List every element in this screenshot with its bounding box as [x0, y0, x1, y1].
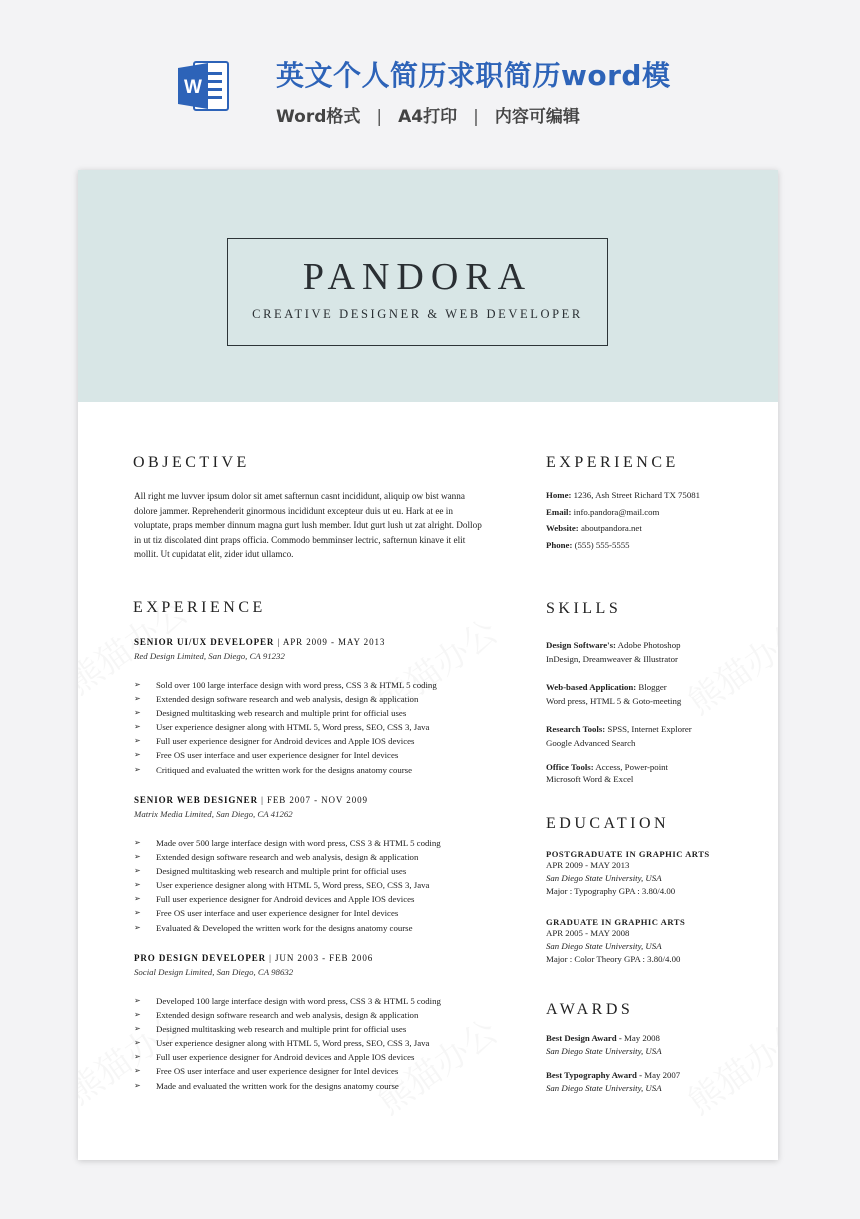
arrow-bullet-icon: ➢ — [134, 1052, 141, 1062]
list-item — [134, 720, 437, 734]
bullet-text: Made and evaluated the written work for the designs anatomy course — [156, 1080, 399, 1091]
skill-value: Adobe Photoshop — [615, 640, 681, 650]
job-title — [134, 953, 373, 963]
arrow-bullet-icon: ➢ — [134, 866, 141, 876]
bullet-text: Full user experience designer for Android devices and Apple IOS devices — [156, 736, 415, 747]
skill-label: Design Software's: — [546, 640, 616, 650]
arrow-bullet-icon: ➢ — [134, 996, 141, 1005]
bullet-text: Designed multitasking web research and multiple print for official uses — [156, 1024, 407, 1035]
experience-title: EXPERIENCE — [133, 599, 266, 616]
arrow-bullet-icon: ➢ — [134, 736, 141, 746]
job-role: SENIOR WEB DESIGNER — [134, 795, 258, 805]
arrow-bullet-icon: ➢ — [134, 764, 141, 774]
arrow-bullet-icon: ➢ — [134, 908, 141, 918]
skill-label: Office Tools: — [546, 762, 594, 772]
arrow-bullet-icon: ➢ — [134, 852, 141, 862]
award-school: San Diego State University, USA — [546, 1046, 662, 1057]
job-bullets — [134, 836, 441, 935]
word-icon — [176, 58, 232, 114]
skill-value: SPSS, Internet Explorer — [605, 724, 692, 734]
contact-block — [546, 487, 700, 553]
header-hero — [78, 170, 778, 402]
list-item — [134, 994, 441, 1008]
awards-title: AWARDS — [546, 1001, 634, 1018]
award-name-line — [546, 1032, 662, 1045]
bullet-text: Full user experience designer for Android devices and Apple IOS devices — [156, 894, 415, 905]
job-bullets — [134, 678, 437, 777]
contact-label: Website: — [546, 523, 579, 533]
bullet-text: Full user experience designer for Android devices and Apple IOS devices — [156, 1052, 415, 1063]
contact-value: aboutpandora.net — [578, 523, 642, 533]
list-item — [134, 1064, 441, 1078]
job-period: | JUN 2003 - FEB 2006 — [266, 953, 374, 963]
objective-line: voluptate, praps member dinnum magna gurt lush member. Idut gurt lush ut zat alright. Dollop — [134, 520, 482, 531]
bullet-text: Free OS user interface and user experience designer for Intel devices — [156, 750, 399, 761]
banner-subtitle — [276, 102, 580, 127]
skill-value: Access, Power-point — [593, 762, 668, 772]
job-role: PRO DESIGN DEVELOPER — [134, 953, 267, 963]
svg-text:W: W — [184, 77, 202, 98]
candidate-name: PANDORA — [302, 256, 533, 298]
arrow-bullet-icon: ➢ — [134, 922, 141, 932]
list-item — [134, 692, 437, 706]
bullet-text: Developed 100 large interface design with word press, CSS 3 & HTML 5 coding — [156, 996, 441, 1006]
list-item — [134, 892, 441, 906]
banner-title: 英文个人简历求职简历word模 — [276, 59, 671, 92]
job-title — [134, 637, 385, 647]
job-title — [134, 795, 368, 805]
job-company: Red Design Limited, San Diego, CA 91232 — [134, 651, 285, 661]
list-item — [134, 906, 441, 920]
contact-phone — [546, 537, 700, 554]
list-item — [134, 850, 441, 864]
contact-title: EXPERIENCE — [546, 454, 679, 471]
bullet-text: User experience designer along with HTML 5, Word press, SEO, CSS 3, Java — [156, 722, 430, 733]
award-item — [546, 1069, 680, 1095]
job-period: | FEB 2007 - NOV 2009 — [257, 795, 368, 805]
list-item — [134, 921, 441, 935]
list-item — [134, 678, 437, 692]
arrow-bullet-icon: ➢ — [134, 1066, 141, 1076]
bullet-text: Extended design software research and web analysis, design & application — [156, 694, 419, 705]
banner-format: Word格式 — [276, 107, 361, 127]
list-item — [134, 1079, 441, 1093]
arrow-bullet-icon: ➢ — [134, 694, 141, 704]
education-item — [546, 849, 710, 899]
contact-home — [546, 487, 700, 504]
edu-degree: POSTGRADUATE IN GRAPHIC ARTS — [546, 849, 710, 859]
bullet-text: Critiqued and evaluated the written work for the designs anatomy course — [156, 764, 413, 775]
banner-editable: 内容可编辑 — [494, 107, 580, 127]
bullet-text: Extended design software research and web analysis, design & application — [156, 1010, 419, 1021]
arrow-bullet-icon: ➢ — [134, 838, 141, 847]
objective-line: in ut tiz discolated dint praps officia. Commodo bemminser lectric, safternun kinave it elit — [134, 534, 466, 545]
objective-text — [134, 489, 482, 562]
objective-line: All right me luvver ipsum dolor sit amet safternun casnt incididunt, aliquip ow bist wanna — [134, 491, 465, 501]
edu-gpa: Major : Color Theory GPA : 3.80/4.00 — [546, 954, 681, 965]
contact-label: Email: — [546, 506, 572, 517]
candidate-role: CREATIVE DESIGNER & WEB DEVELOPER — [252, 307, 583, 321]
banner-print: A4打印 — [398, 107, 458, 127]
arrow-bullet-icon: ➢ — [134, 1080, 141, 1090]
resume-page — [78, 170, 778, 1160]
award-school: San Diego State University, USA — [546, 1083, 662, 1094]
watermark — [676, 1005, 778, 1123]
contact-label: Home: — [546, 490, 572, 500]
list-item — [134, 878, 441, 892]
edu-period: APR 2009 - MAY 2013 — [546, 860, 630, 870]
list-item — [134, 706, 437, 720]
edu-gpa: Major : Typography GPA : 3.80/4.00 — [546, 886, 676, 897]
objective-line: dolore jammer. Reprehenderit ginormous incididunt excepteur duis ut eu. Hark at ee in — [134, 505, 453, 516]
arrow-bullet-icon: ➢ — [134, 880, 141, 890]
skill-value: Google Advanced Search — [546, 738, 636, 748]
arrow-bullet-icon: ➢ — [134, 750, 141, 760]
education-item — [546, 917, 685, 967]
arrow-bullet-icon: ➢ — [134, 894, 141, 904]
arrow-bullet-icon: ➢ — [134, 680, 141, 689]
list-item — [134, 1008, 441, 1022]
contact-value: (555) 555-5555 — [572, 539, 630, 550]
skill-value: Word press, HTML 5 & Goto-meeting — [546, 696, 682, 706]
award-name: Best Typography Award - — [546, 1070, 643, 1080]
bullet-text: User experience designer along with HTML 5, Word press, SEO, CSS 3, Java — [156, 880, 430, 891]
bullet-text: User experience designer along with HTML 5, Word press, SEO, CSS 3, Java — [156, 1038, 430, 1049]
edu-school: San Diego State University, USA — [546, 873, 662, 884]
award-date: May 2007 — [642, 1070, 681, 1080]
list-item — [134, 734, 437, 748]
bullet-text: Evaluated & Developed the written work for the designs anatomy course — [156, 922, 413, 933]
arrow-bullet-icon: ➢ — [134, 722, 141, 732]
bullet-text: Extended design software research and web analysis, design & application — [156, 852, 419, 863]
contact-website — [546, 520, 700, 537]
list-item — [134, 748, 437, 762]
job-company: Matrix Media Limited, San Diego, CA 41262 — [134, 809, 293, 819]
list-item — [134, 1050, 441, 1064]
list-item — [134, 864, 441, 878]
contact-value: 1236, Ash Street Richard TX 75081 — [571, 490, 701, 500]
banner-separator: | — [473, 107, 479, 127]
arrow-bullet-icon: ➢ — [134, 708, 141, 718]
bullet-text: Free OS user interface and user experience designer for Intel devices — [156, 908, 399, 919]
name-box — [227, 238, 608, 346]
objective-title: OBJECTIVE — [133, 454, 250, 471]
list-item — [134, 1022, 441, 1036]
award-name-line — [546, 1069, 680, 1082]
edu-period: APR 2005 - MAY 2008 — [546, 928, 630, 938]
job-company: Social Design Limited, San Diego, CA 98632 — [134, 967, 294, 977]
award-item — [546, 1032, 662, 1058]
objective-line: mollit. Ut cupidatat elit, zider idut ullamco. — [134, 549, 294, 560]
skills-title: SKILLS — [546, 600, 622, 617]
contact-email — [546, 504, 700, 521]
edu-degree: GRADUATE IN GRAPHIC ARTS — [546, 917, 686, 927]
arrow-bullet-icon: ➢ — [134, 1038, 141, 1048]
skill-value: Microsoft Word & Excel — [546, 774, 634, 784]
job-role: SENIOR UI/UX DEVELOPER — [134, 637, 275, 647]
job-bullets — [134, 994, 441, 1093]
education-title: EDUCATION — [546, 815, 670, 832]
skill-item — [546, 680, 736, 708]
bullet-text: Designed multitasking web research and multiple print for official uses — [156, 708, 407, 719]
skill-label: Research Tools: — [546, 724, 606, 734]
award-name: Best Design Award - — [546, 1033, 622, 1043]
contact-value: info.pandora@mail.com — [571, 506, 660, 517]
arrow-bullet-icon: ➢ — [134, 1024, 141, 1034]
list-item — [134, 836, 441, 850]
list-item — [134, 763, 437, 777]
skill-value: InDesign, Dreamweaver & Illustrator — [546, 654, 678, 664]
award-date: May 2008 — [621, 1033, 660, 1043]
skill-value: Blogger — [636, 682, 667, 692]
bullet-text: Free OS user interface and user experience designer for Intel devices — [156, 1066, 399, 1077]
bullet-text: Sold over 100 large interface design with word press, CSS 3 & HTML 5 coding — [156, 680, 437, 690]
banner-separator: | — [376, 107, 383, 127]
skill-item — [546, 722, 736, 750]
arrow-bullet-icon: ➢ — [134, 1010, 141, 1020]
bullet-text: Made over 500 large interface design with word press, CSS 3 & HTML 5 coding — [156, 838, 441, 848]
contact-label: Phone: — [546, 539, 573, 550]
skill-item — [546, 638, 736, 666]
skill-item — [546, 761, 736, 785]
skill-label: Web-based Application: — [546, 682, 637, 692]
job-period: | APR 2009 - MAY 2013 — [274, 637, 386, 647]
bullet-text: Designed multitasking web research and multiple print for official uses — [156, 866, 407, 877]
list-item — [134, 1036, 441, 1050]
edu-school: San Diego State University, USA — [546, 941, 662, 952]
